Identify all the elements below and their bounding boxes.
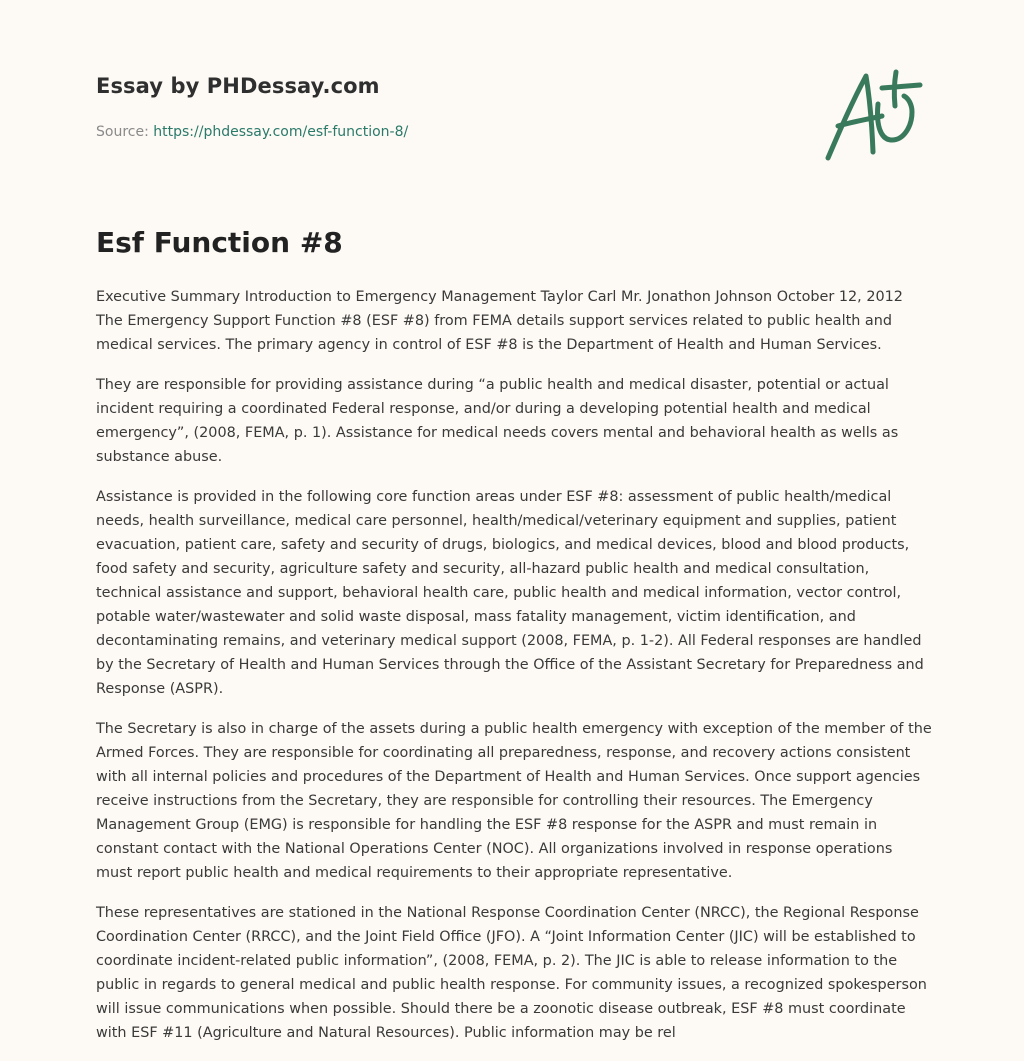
paragraph: The Secretary is also in charge of the assets during a public health emergency with exception of the member of the Armed Forces. They are responsible for coordinating all preparedness, response, and recovery actions consistent with all internal policies and procedures of the Department of Health and Human Services. Once support agencies receive instructions from the Secretary, they are responsible for controlling their resources. The Emergency Management Group (EMG) is responsible for handling the ESF #8 response for the ASPR and must remain in constant contact with the National Operations Center (NOC). All organizations involved in response operations must report public health and medical requirements to their appropriate representative. [96,721,932,881]
paragraph: Assistance is provided in the following core function areas under ESF #8: assessment of public health/medical needs, health surveillance, medical care personnel, health/medical/veterinary equipment and supplies, patient evacuation, patient care, safety and security of drugs, biologics, and medical devices, blood and blood products, food safety and security, agriculture safety and security, all-hazard public health and medical consultation, technical assistance and support, behavioral health care, public health and medical information, vector control, potable water/wastewater and solid waste disposal, mass fatality management, victim identification, and decontaminating remains, and veterinary medical support (2008, FEMA, p. 1-2). All Federal responses are handled by the Secretary of Health and Human Services through the Office of the Assistant Secretary for Preparedness and Response (ASPR). [96,489,924,697]
paragraph: These representatives are stationed in the National Response Coordination Center (NRCC), the Regional Response Coordination Center (RRCC), and the Joint Field Office (JFO). A “Joint Information Center (JIC) will be established to coordinate incident-related public information”, (2008, FEMA, p. 2). The JIC is able to release information to the public in regards to general medical and public health response. For community issues, a recognized spokesperson will issue communications when possible. Should there be a zoonotic disease outbreak, ESF #8 must coordinate with ESF #11 (Agriculture and Natural Resources). Public information may be rel [96,905,927,1041]
essay-body [96,285,932,1061]
page-header [96,74,796,140]
a-plus-logo-icon [820,66,930,166]
essay-title: Esf Function #8 [96,226,343,259]
paragraph: They are responsible for providing assistance during “a public health and medical disaster, potential or actual incident requiring a coordinated Federal response, and/or during a developing potential health and medical emergency”, (2008, FEMA, p. 1). Assistance for medical needs covers mental and behavioral health as wells as substance abuse. [96,377,899,465]
paragraph: Executive Summary Introduction to Emergency Management Taylor Carl Mr. Jonathon Johnson October 12, 2012 The Emergency Support Function #8 (ESF #8) from FEMA details support services related to public health and medical services. The primary agency in control of ESF #8 is the Department of Health and Human Services. [96,289,903,353]
site-brand: Essay by PHDessay.com [96,74,380,98]
source-link[interactable]: https://phdessay.com/esf-function-8/ [153,124,409,140]
source-label: Source: [96,124,154,140]
source-line [96,124,796,140]
